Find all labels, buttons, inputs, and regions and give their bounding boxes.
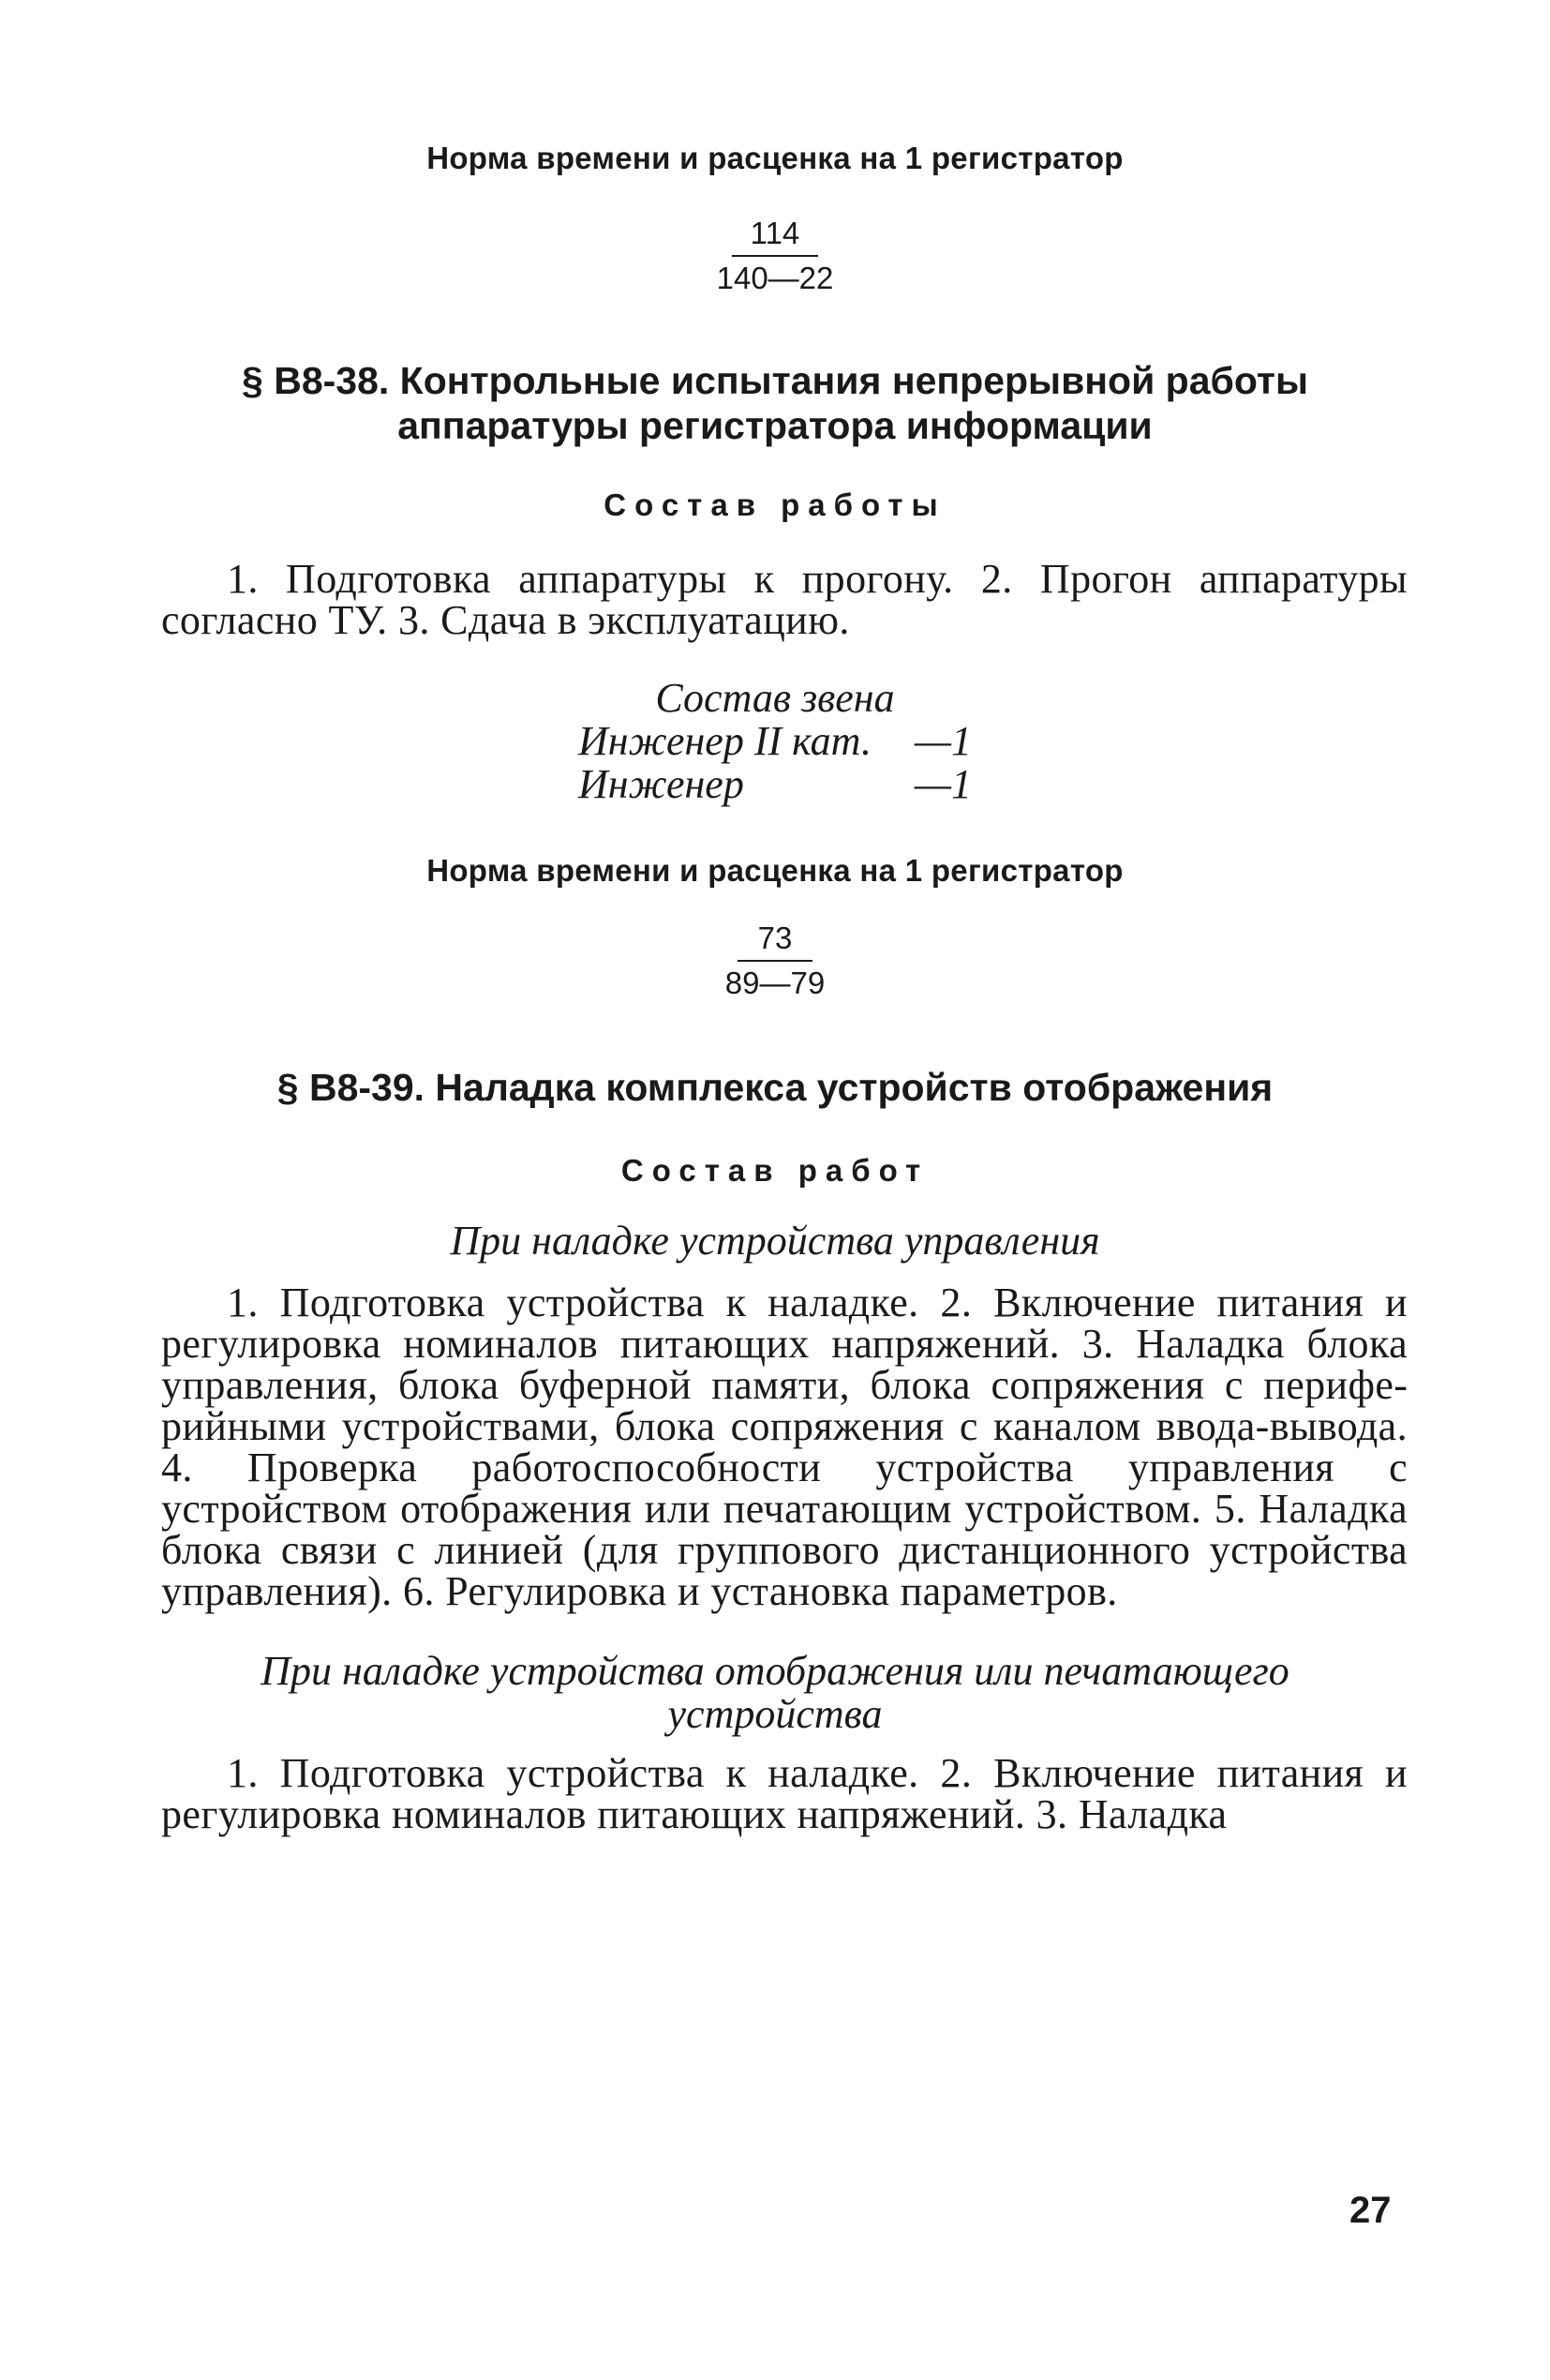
- crew-role: Инженер: [578, 761, 744, 807]
- crew-role: Инженер II кат.: [578, 718, 872, 764]
- fraction-numerator: 73: [738, 919, 812, 962]
- fraction-numerator: 114: [732, 214, 819, 257]
- norm-caption: Норма времени и расценка на 1 регистратор: [426, 141, 1124, 175]
- fraction-denominator: 89—79: [724, 965, 826, 1000]
- norm-fraction: [0, 214, 1550, 298]
- crew-count: —1: [914, 718, 972, 764]
- work-paragraph: 1. Подготовка устройства к наладке. 2. Включение питания и регулировка номиналов питающих напряжений. 3. Наладка: [161, 1750, 1408, 1837]
- work-composition-heading: Состав работы: [604, 487, 946, 522]
- subsection-title-line: При наладке устройства отображения или печатающего: [261, 1648, 1289, 1694]
- crew-row: [578, 720, 972, 763]
- crew-row: [578, 763, 972, 806]
- section-title-line: § В8-38. Контрольные испытания непрерывной работы: [242, 359, 1308, 402]
- crew-composition: [0, 677, 1550, 806]
- subsection-title-line: устройства: [667, 1691, 883, 1737]
- page-number: 27: [1349, 2190, 1392, 2231]
- crew-title: Состав звена: [655, 675, 895, 721]
- norm-fraction: [0, 919, 1550, 1003]
- work-composition-heading: Состав работ: [620, 1153, 930, 1188]
- section-title-line: § В8-39. Наладка комплекса устройств отображения: [276, 1066, 1274, 1109]
- work-paragraph: 1. Подготовка устройства к наладке. 2. Включение питания и регулировка номиналов питающих напряжений. 3. Наладка блока управления, блока буферной памяти, блока сопряжения с периферийными устройствами, блока сопряжения с каналом ввода-вывода. 4. Проверка работоспособности устройства управления с устройством отображения или печатающим устройством. 5. Наладка блока связи с линией (для группового дистанционного устройства управления). 6. Регулировка и установка параметров.: [161, 1280, 1408, 1614]
- norm-caption: Норма времени и расценка на 1 регистратор: [426, 853, 1124, 888]
- work-paragraph: 1. Подготовка аппаратуры к прогону. 2. Прогон аппаратуры согласно ТУ. 3. Сдача в эксплуатацию.: [161, 556, 1408, 643]
- crew-count: —1: [914, 761, 972, 807]
- section-title-line: аппаратуры регистратора информации: [397, 404, 1153, 447]
- subsection-title: При наладке устройства управления: [450, 1218, 1100, 1264]
- fraction-denominator: 140—22: [716, 261, 834, 295]
